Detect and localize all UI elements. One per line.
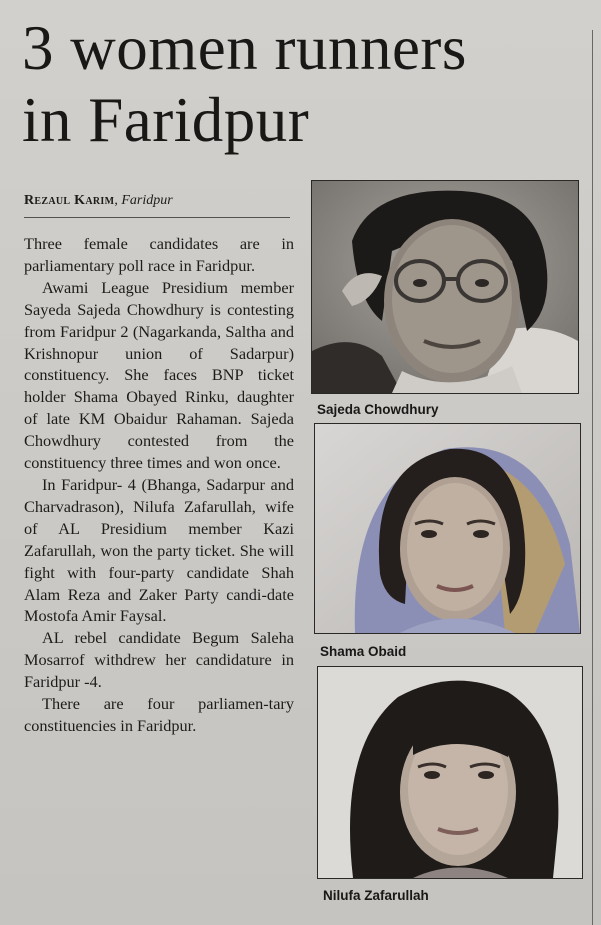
byline-place: Faridpur bbox=[121, 193, 173, 208]
headline-line-2: in Faridpur bbox=[22, 85, 310, 155]
paragraph-4: AL rebel candidate Begum Saleha Mosarrof withdrew her candidature in Faridpur -4. bbox=[24, 628, 294, 692]
caption-sajeda: Sajeda Chowdhury bbox=[317, 402, 439, 417]
caption-nilufa: Nilufa Zafarullah bbox=[323, 888, 429, 903]
portrait-1-image bbox=[312, 181, 578, 393]
byline-comma: , bbox=[114, 193, 122, 208]
portrait-photo-sajeda bbox=[311, 180, 579, 394]
portrait-3-image bbox=[318, 667, 582, 878]
paragraph-5: There are four parliamen-tary constituencies in Faridpur. bbox=[24, 694, 294, 735]
portrait-photo-nilufa bbox=[317, 666, 583, 879]
caption-shama: Shama Obaid bbox=[320, 644, 407, 659]
byline bbox=[24, 192, 290, 218]
paragraph-3: In Faridpur- 4 (Bhanga, Sadarpur and Charvadrason), Nilufa Zafarullah, wife of AL Presidium member Kazi Zafarullah, won the party ticket. She will fight with four-party candidate Shah Alam Reza and Zaker Party candi-date Mostofa Amir Faysal. bbox=[24, 474, 294, 626]
paragraph-2: Awami League Presidium member Sayeda Sajeda Chowdhury is contesting from Faridpur 2 (Nagarkanda, Saltha and Krishnopur union of Sadarpur) constituency. She faces BNP ticket holder Shama Obayed Rinku, daughter of late KM Obaidur Rahaman. Sajeda Chowdhury contested from the constituency three times and won once. bbox=[24, 277, 294, 473]
byline-author: Rezaul Karim bbox=[24, 193, 115, 208]
article-body bbox=[24, 233, 294, 737]
paragraph-1: Three female candidates are in parliamentary poll race in Faridpur. bbox=[24, 234, 294, 275]
column-rule bbox=[592, 30, 593, 925]
headline-line-1: 3 women runners bbox=[22, 13, 467, 83]
portrait-photo-shama bbox=[314, 423, 581, 634]
portrait-2-image bbox=[315, 424, 580, 633]
article-headline bbox=[22, 12, 592, 156]
